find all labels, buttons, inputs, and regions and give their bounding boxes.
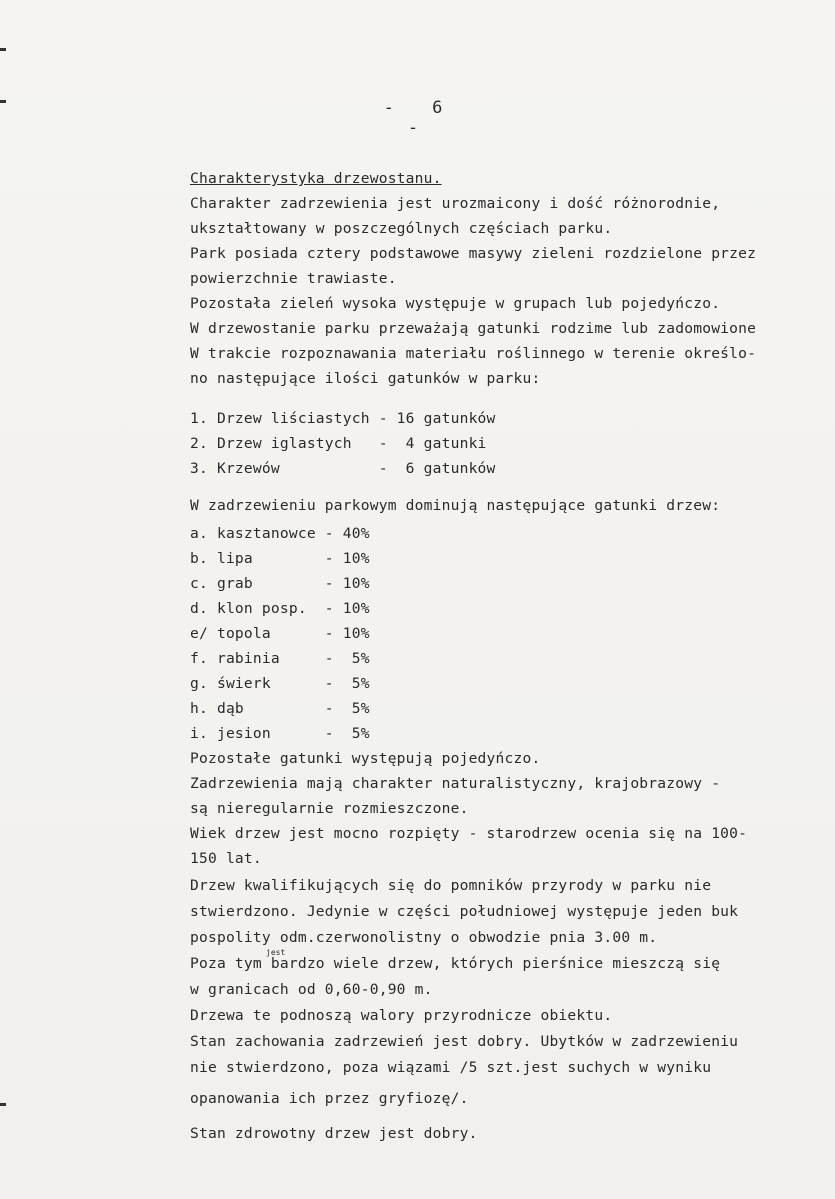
paragraph-line: opanowania ich przez gryfiozę/.	[190, 1090, 469, 1107]
paragraph-line: ukształtowany w poszczególnych częściach parku.	[190, 220, 613, 237]
edge-mark	[0, 1103, 6, 1106]
paragraph-line: Charakter zadrzewienia jest urozmaicony i dość różnorodnie,	[190, 195, 721, 212]
paragraph-line: W drzewostanie parku przeważają gatunki rodzime lub zadomowione	[190, 320, 757, 337]
paragraph-line: Drzewa te podnoszą walory przyrodnicze obiektu.	[190, 1007, 613, 1024]
paragraph-line: Poza tym bardzo wiele drzew, których pierśnice mieszczą się	[190, 955, 721, 972]
species-item: d. klon posp. - 10%	[190, 600, 370, 617]
species-item: i. jesion - 5%	[190, 725, 370, 742]
species-item: g. świerk - 5%	[190, 675, 370, 692]
paragraph-line: w granicach od 0,60-0,90 m.	[190, 981, 433, 998]
paragraph-line: nie stwierdzono, poza wiązami /5 szt.jest suchych w wyniku	[190, 1059, 712, 1076]
edge-mark	[0, 48, 6, 51]
species-item: f. rabinia - 5%	[190, 650, 370, 667]
paragraph-line: Stan zachowania zadrzewień jest dobry. Ubytków w zadrzewieniu	[190, 1033, 739, 1050]
paragraph-line: powierzchnie trawiaste.	[190, 270, 397, 287]
species-item: a. kasztanowce - 40%	[190, 525, 370, 542]
species-item: c. grab - 10%	[190, 575, 370, 592]
paragraph-line: pospolity odm.czerwonolistny o obwodzie pnia 3.00 m.	[190, 929, 658, 946]
paragraph-line: Zadrzewienia mają charakter naturalistyczny, krajobrazowy -	[190, 775, 721, 792]
paragraph-line: stwierdzono. Jedynie w części południowej występuje jeden buk	[190, 903, 739, 920]
paragraph-line: są nieregularnie rozmieszczone.	[190, 800, 469, 817]
section-heading: Charakterystyka drzewostanu.	[190, 170, 442, 187]
paragraph-line: Stan zdrowotny drzew jest dobry.	[190, 1125, 478, 1142]
count-item: 1. Drzew liściastych - 16 gatunków	[190, 410, 496, 427]
count-item: 3. Krzewów - 6 gatunków	[190, 460, 496, 477]
page-number: - 6 -	[383, 98, 457, 138]
paragraph-line: Drzew kwalifikujących się do pomników przyrody w parku nie	[190, 877, 712, 894]
species-item: b. lipa - 10%	[190, 550, 370, 567]
handwritten-insert: jest	[266, 948, 286, 957]
paragraph-line: Pozostałe gatunki występują pojedyńczo.	[190, 750, 541, 767]
paragraph-line: W zadrzewieniu parkowym dominują następujące gatunki drzew:	[190, 497, 721, 514]
paragraph-line: Pozostała zieleń wysoka występuje w grupach lub pojedyńczo.	[190, 295, 721, 312]
species-item: h. dąb - 5%	[190, 700, 370, 717]
paragraph-line: W trakcie rozpoznawania materiału roślinnego w terenie określo-	[190, 345, 757, 362]
count-item: 2. Drzew iglastych - 4 gatunki	[190, 435, 487, 452]
paragraph-line: Wiek drzew jest mocno rozpięty - starodrzew ocenia się na 100-	[190, 825, 748, 842]
species-item: e/ topola - 10%	[190, 625, 370, 642]
edge-mark	[0, 100, 6, 103]
paragraph-line: no następujące ilości gatunków w parku:	[190, 370, 541, 387]
paragraph-line: Park posiada cztery podstawowe masywy zieleni rozdzielone przez	[190, 245, 757, 262]
paragraph-line: 150 lat.	[190, 850, 262, 867]
